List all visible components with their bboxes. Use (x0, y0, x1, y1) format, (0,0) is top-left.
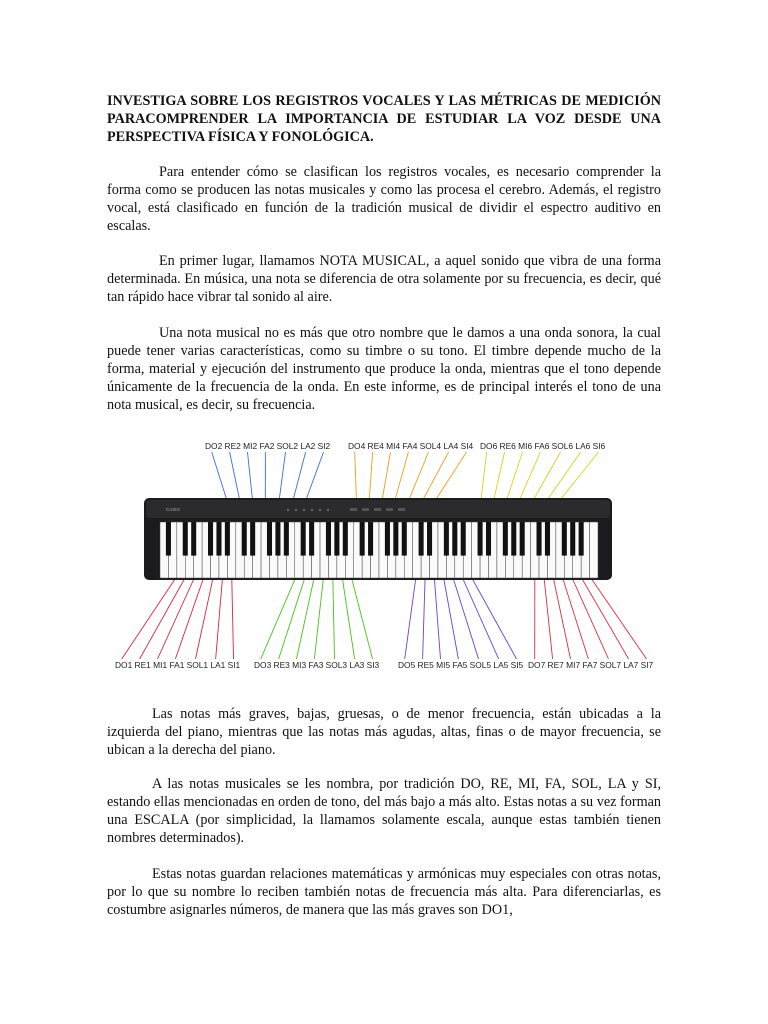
brand-logo: CASIO (166, 507, 181, 512)
black-key (520, 522, 525, 556)
connector-line (467, 570, 516, 659)
black-key (486, 522, 491, 556)
control-button (398, 508, 405, 511)
black-key (360, 522, 365, 556)
black-key (191, 522, 196, 556)
paragraph-2: En primer lugar, llamamos NOTA MUSICAL, a aquel sonido que vibra de una forma determinada. En música, una nota se diferencia de otra solamente por su frecuencia, es decir, qué tan rápido hace vibrar tal sonido al aire. (107, 253, 661, 305)
piano-keyboard (144, 498, 612, 580)
connector-line (140, 570, 190, 659)
connector-line (405, 570, 417, 659)
black-key (444, 522, 449, 556)
black-key (183, 522, 188, 556)
black-key (461, 522, 466, 556)
connector-line (175, 570, 206, 659)
control-button (311, 509, 313, 511)
paragraph-6: Estas notas guardan relaciones matemáticas y armónicas muy especiales con otras notas, por lo que su nombre lo reciben también notas de frecuencia más alta. Para diferenciarlas, es costumbre asignarles números, de manera que las más graves son DO1, (107, 866, 661, 918)
black-key (326, 522, 331, 556)
black-key (427, 522, 432, 556)
control-button (295, 509, 297, 511)
bottom-note-label-1: DO1 RE1 MI1 FA1 SOL1 LA1 SI1 (115, 660, 241, 670)
connector-line (216, 570, 224, 659)
black-key (309, 522, 314, 556)
paragraph-1: Para entender cómo se clasifican los registros vocales, es necesario comprender la forma como se producen las notas musicales y como las procesa el cerebro. Además, el registro vocal, está clasificado en función de la tradición musical de dividir el espectro auditivo en escalas. (107, 164, 661, 234)
black-key (267, 522, 272, 556)
black-key (275, 522, 280, 556)
piano-diagram-svg (110, 432, 666, 688)
bottom-note-label-3: DO3 RE3 MI3 FA3 SOL3 LA3 SI3 (254, 660, 380, 670)
control-button (386, 508, 393, 511)
paragraph-3: Una nota musical no es más que otro nombre que le damos a una onda sonora, la cual puede tener varias características, como su timbre o su tono. El timbre depende mucho de la forma, material y ejecución del instrumento que produce la onda, mientras que el tono depende únicamente de la frecuencia de la onda. En este informe, es de principal interés el tono de una nota musical, es decir, su frecuencia. (107, 325, 661, 413)
black-key (242, 522, 247, 556)
connector-line (157, 570, 197, 659)
white-key (590, 522, 598, 578)
black-key (368, 522, 373, 556)
connector-line (585, 570, 646, 659)
connector-line (232, 570, 234, 659)
black-key (402, 522, 407, 556)
control-button (303, 509, 305, 511)
black-key (537, 522, 542, 556)
black-key (225, 522, 230, 556)
document-title: INVESTIGA SOBRE LOS REGISTROS VOCALES Y LAS MÉTRICAS DE MEDICIÓN PARACOMPRENDER LA IMPORTANCIA DE ESTUDIAR LA VOZ DESDE UNA PERSPECTIVA FÍSICA Y FONOLÓGICA. (107, 93, 661, 145)
top-note-label-6: DO6 RE6 MI6 FA6 SOL6 LA6 SI6 (480, 441, 606, 451)
bottom-note-label-7: DO7 RE7 MI7 FA7 SOL7 LA7 SI7 (528, 660, 654, 670)
connector-line (434, 570, 441, 659)
black-key (343, 522, 348, 556)
black-key (419, 522, 424, 556)
control-button (362, 508, 369, 511)
connector-line (296, 570, 315, 659)
black-key (478, 522, 483, 556)
control-button (374, 508, 381, 511)
black-key (570, 522, 575, 556)
black-key (511, 522, 516, 556)
piano-diagram (110, 432, 666, 688)
black-key (334, 522, 339, 556)
top-note-label-4: DO4 RE4 MI4 FA4 SOL4 LA4 SI4 (348, 441, 474, 451)
control-button (350, 508, 357, 511)
paragraph-5: A las notas musicales se les nombra, por tradición DO, RE, MI, FA, SOL, LA y SI, estando ellas mencionadas en orden de tono, del más bajo a más alto. Estas notas a su vez forman una ESCALA (por simplicidad, la llamamos solamente escala, aunque estas también tienen nombres determinados). (107, 776, 661, 846)
connector-line (196, 570, 215, 659)
black-key (385, 522, 390, 556)
connector-line (314, 570, 324, 659)
black-key (452, 522, 457, 556)
control-button (287, 509, 289, 511)
control-button (319, 509, 321, 511)
black-key (208, 522, 213, 556)
black-key (562, 522, 567, 556)
black-key (579, 522, 584, 556)
black-key (166, 522, 171, 556)
bottom-note-label-5: DO5 RE5 MI5 FA5 SOL5 LA5 SI5 (398, 660, 524, 670)
connector-line (552, 570, 571, 659)
black-key (503, 522, 508, 556)
black-key (284, 522, 289, 556)
connector-line (543, 570, 552, 659)
connector-line (333, 570, 335, 659)
top-note-label-2: DO2 RE2 MI2 FA2 SOL2 LA2 SI2 (205, 441, 331, 451)
paragraph-4: Las notas más graves, bajas, gruesas, o de menor frecuencia, están ubicadas a la izquierda del piano, mientras que las notas más agudas, altas, finas o de mayor frecuencia, se ubican a la derecha del piano. (107, 706, 661, 758)
black-key (545, 522, 550, 556)
control-button (327, 509, 329, 511)
connector-line (122, 570, 181, 659)
black-key (250, 522, 255, 556)
connector-line (442, 570, 458, 659)
black-key (301, 522, 306, 556)
connector-line (423, 570, 426, 659)
black-key (393, 522, 398, 556)
black-key (216, 522, 221, 556)
